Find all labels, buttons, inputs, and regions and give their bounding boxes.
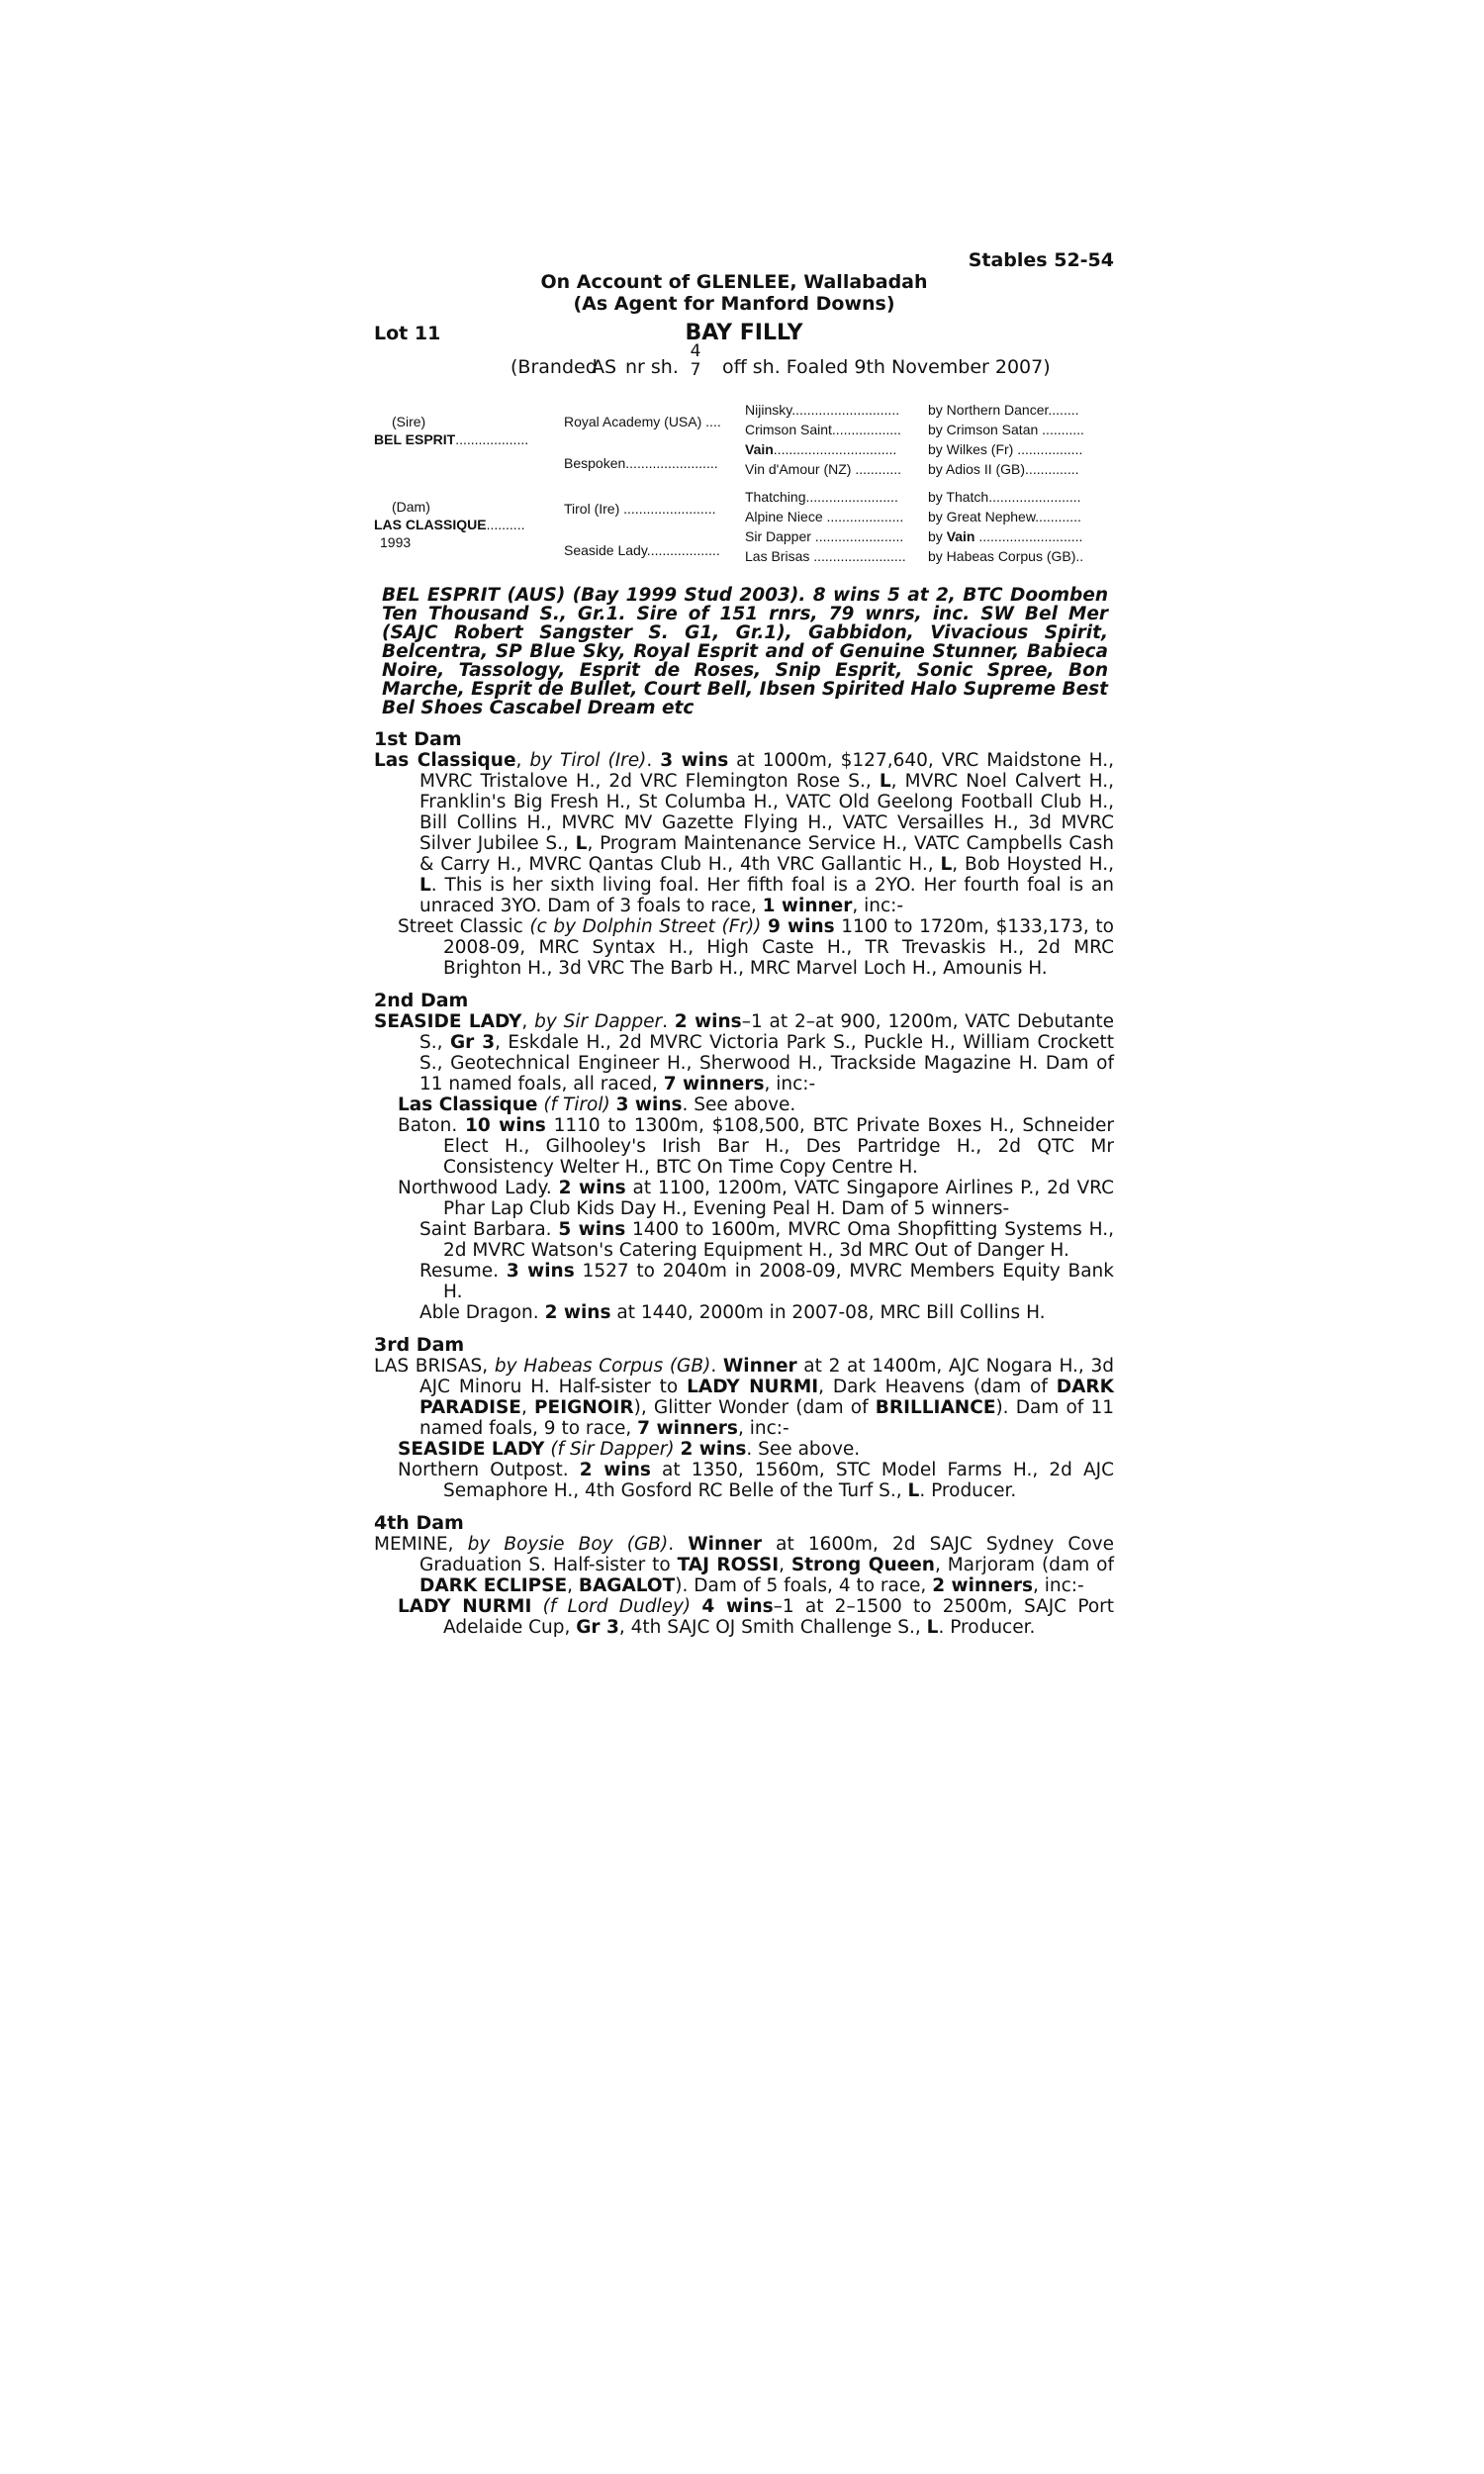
brand-prefix: (Branded bbox=[510, 356, 598, 378]
progeny-saint-barbara: Saint Barbara. 5 wins 1400 to 1600m, MVRC Oma Shopfitting Systems H., 2d MVRC Watson's Catering Equipment H., 3d MRC Out of Danger H. bbox=[419, 1219, 1114, 1261]
first-dam-paragraph: Las Classique, by Tirol (Ire). 3 wins at 1000m, $127,640, VRC Maidstone H., MVRC Tristalove H., 2d VRC Flemington Rose S., L, MVRC Noel Calvert H., Franklin's Big Fresh H., St Columba H., VATC Old Geelong Football Club H., Bill Collins H., MVRC MV Gazette Flying H., VATC Versailles H., 3d MVRC Silver Jubilee S., L, Program Maintenance Service H., VATC Campbells Cash & Carry H., MVRC Qantas Club H., 4th VRC Gallantic H., L, Bob Hoysted H., L. This is her sixth living foal. Her fifth foal is a 2YO. Her fourth foal is an unraced 3YO. Dam of 3 foals to race, 1 winner, inc:- bbox=[374, 750, 1114, 916]
first-dam-heading: 1st Dam bbox=[374, 728, 462, 750]
progeny-resume: Resume. 3 wins 1527 to 2040m in 2008-09, MVRC Members Equity Bank H. bbox=[419, 1261, 1114, 1302]
progeny-lady-nurmi: LADY NURMI (f Lord Dudley) 4 wins–1 at 2–1500 to 2500m, SAJC Port Adelaide Cup, Gr 3, 4th SAJC OJ Smith Challenge S., L. Producer. bbox=[398, 1596, 1114, 1638]
granddam-1: Bespoken........................ bbox=[564, 455, 718, 471]
great-grandparent-1: Nijinsky............................ bbox=[745, 402, 900, 418]
by-line-6: by Great Nephew............ bbox=[928, 509, 1081, 524]
lot-line bbox=[374, 321, 1114, 346]
brand-fraction-top: 4 bbox=[690, 341, 701, 361]
third-dam-heading: 3rd Dam bbox=[374, 1334, 465, 1356]
stables-number: Stables 52-54 bbox=[968, 249, 1114, 271]
by-line-8: by Habeas Corpus (GB).. bbox=[928, 548, 1084, 564]
progeny-street-classic: Street Classic (c by Dolphin Street (Fr)) 9 wins 1100 to 1720m, $133,173, to 2008-09, MRC Syntax H., High Caste H., TR Trevaskis H., 2d MRC Brighton H., 3d VRC The Barb H., MRC Marvel Loch H., Amounis H. bbox=[398, 916, 1114, 979]
grandsire-1: Royal Academy (USA) .... bbox=[564, 414, 721, 429]
brand-suffix: off sh. Foaled 9th November 2007) bbox=[722, 356, 1051, 378]
dam-year: 1993 bbox=[380, 534, 412, 550]
by-line-2: by Crimson Satan ........... bbox=[928, 422, 1084, 437]
progeny-northwood-lady: Northwood Lady. 2 wins at 1100, 1200m, VATC Singapore Airlines P., 2d VRC Phar Lap Club Kids Day H., Evening Peal H. Dam of 5 winners- bbox=[398, 1178, 1114, 1219]
dam-name: LAS CLASSIQUE.......... bbox=[374, 517, 525, 532]
granddam-2: Seaside Lady................... bbox=[564, 542, 720, 558]
lot-number: Lot 11 bbox=[374, 323, 441, 344]
progeny-northern-outpost: Northern Outpost. 2 wins at 1350, 1560m, STC Model Farms H., 2d AJC Semaphore H., 4th Gosford RC Belle of the Turf S., L. Producer. bbox=[398, 1460, 1115, 1501]
by-line-3: by Wilkes (Fr) ................. bbox=[928, 441, 1083, 457]
great-grandparent-2: Crimson Saint.................. bbox=[745, 422, 901, 437]
grandsire-2: Tirol (Ire) ........................ bbox=[564, 501, 716, 517]
fourth-dam-heading: 4th Dam bbox=[374, 1512, 464, 1534]
pedigree-table bbox=[374, 402, 1114, 568]
progeny-seaside-lady: SEASIDE LADY (f Sir Dapper) 2 wins. See above. bbox=[398, 1439, 861, 1460]
sire-summary: BEL ESPRIT (AUS) (Bay 1999 Stud 2003). 8 wins 5 at 2, BTC Doomben Ten Thousand S., Gr.1. Sire of 151 rnrs, 79 wnrs, inc. SW Bel Mer (SAJC Robert Sangster S. G1, Gr.1), Gabbidon, Vivacious Spirit, Belcentra, SP Blue Sky, Royal Esprit and of Genuine Stunner, Babieca Noire, Tassology, Esprit de Roses, Snip Esprit, Sonic Spree, Bon Marche, Esprit de Bullet, Court Bell, Ibsen Spirited Halo Supreme Best Bel Shoes Cascabel Dream etc bbox=[382, 585, 1108, 718]
great-grandparent-8: Las Brisas ........................ bbox=[745, 548, 906, 564]
progeny-able-dragon: Able Dragon. 2 wins at 1440, 2000m in 2007-08, MRC Bill Collins H. bbox=[419, 1302, 1046, 1323]
fourth-dam-paragraph: MEMINE, by Boysie Boy (GB). Winner at 1600m, 2d SAJC Sydney Cove Graduation S. Half-sister to TAJ ROSSI, Strong Queen, Marjoram (dam of DARK ECLIPSE, BAGALOT). Dam of 5 foals, 4 to race, 2 winners, inc:- bbox=[374, 1534, 1115, 1596]
second-dam-paragraph: SEASIDE LADY, by Sir Dapper. 2 wins–1 at 2–at 900, 1200m, VATC Debutante S., Gr 3, Eskdale H., 2d MVRC Victoria Park S., Puckle H., William Crockett S., Geotechnical Engineer H., Sherwood H., Trackside Magazine H. Dam of 11 named foals, all raced, 7 winners, inc:- bbox=[374, 1011, 1115, 1094]
brand-nr: nr sh. bbox=[625, 356, 679, 378]
sire-name: BEL ESPRIT................... bbox=[374, 431, 529, 447]
by-line-7: by Vain ........................... bbox=[928, 528, 1083, 544]
second-dam-heading: 2nd Dam bbox=[374, 990, 469, 1011]
vendor-line: On Account of GLENLEE, Wallabadah bbox=[540, 271, 928, 293]
dam-label: (Dam) bbox=[392, 499, 430, 515]
third-dam-paragraph: LAS BRISAS, by Habeas Corpus (GB). Winner at 2 at 1400m, AJC Nogara H., 3d AJC Minoru H. Half-sister to LADY NURMI, Dark Heavens (dam of DARK PARADISE, PEIGNOIR), Glitter Wonder (dam of BRILLIANCE). Dam of 11 named foals, 9 to race, 7 winners, inc:- bbox=[374, 1356, 1115, 1439]
great-grandparent-5: Thatching........................ bbox=[745, 489, 898, 505]
progeny-baton: Baton. 10 wins 1110 to 1300m, $108,500, BTC Private Boxes H., Schneider Elect H., Gilhooley's Irish Bar H., Des Partridge H., 2d QTC Mr Consistency Welter H., BTC On Time Copy Centre H. bbox=[398, 1115, 1114, 1178]
by-line-4: by Adios II (GB).............. bbox=[928, 461, 1079, 477]
horse-description: BAY FILLY bbox=[685, 321, 803, 345]
agent-line: (As Agent for Manford Downs) bbox=[573, 293, 895, 315]
by-line-5: by Thatch........................ bbox=[928, 489, 1081, 505]
great-grandparent-7: Sir Dapper ....................... bbox=[745, 528, 904, 544]
brand-fraction-bottom: 7 bbox=[690, 360, 701, 380]
brand-line bbox=[374, 341, 1114, 388]
progeny-las-classique: Las Classique (f Tirol) 3 wins. See above. bbox=[398, 1094, 796, 1115]
brand-fraction bbox=[689, 342, 702, 380]
sire-label: (Sire) bbox=[392, 414, 426, 429]
great-grandparent-6: Alpine Niece .................... bbox=[745, 509, 904, 524]
great-grandparent-4: Vin d'Amour (NZ) ............ bbox=[745, 461, 902, 477]
great-grandparent-3: Vain................................ bbox=[745, 441, 897, 457]
by-line-1: by Northern Dancer........ bbox=[928, 402, 1079, 418]
brand-mark-logo: AS bbox=[592, 356, 617, 378]
catalogue-page bbox=[374, 249, 1114, 1638]
